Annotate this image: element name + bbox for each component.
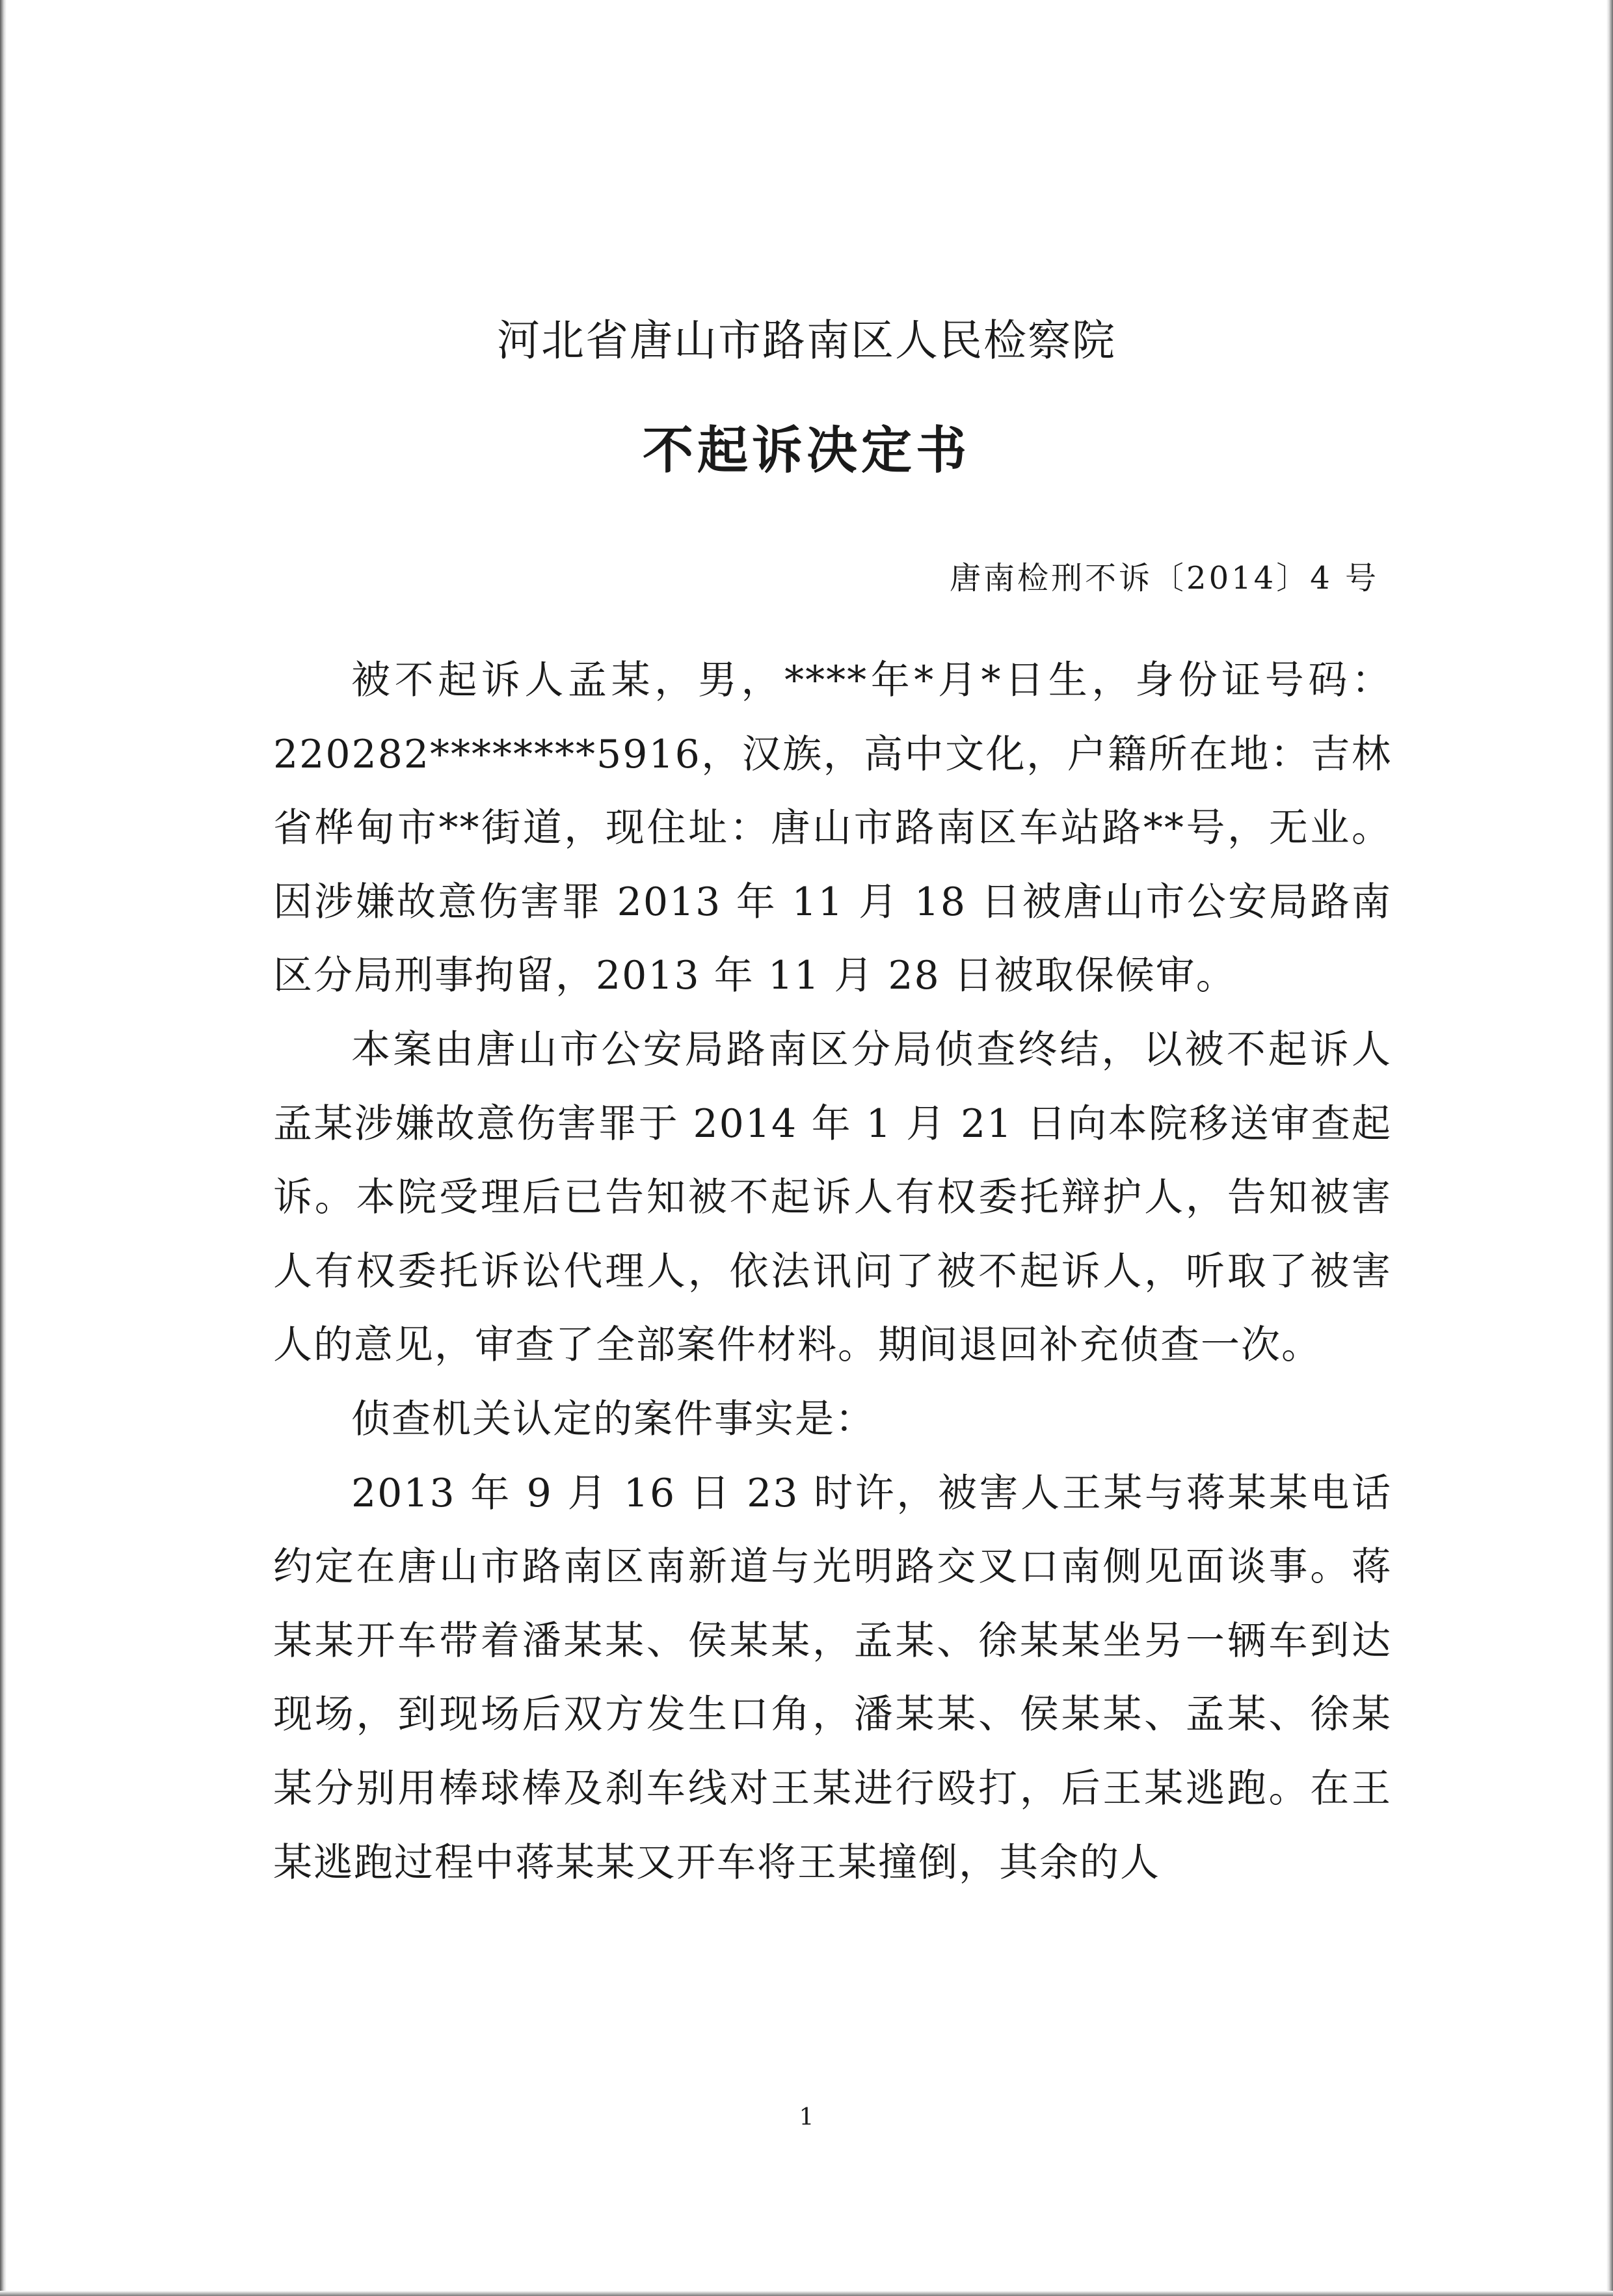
page-number: 1 [799,2104,814,2131]
institution-name: 河北省唐山市路南区人民检察院 [497,315,1116,366]
paragraph-facts: 2013 年 9 月 16 日 23 时许，被害人王某与蒋某某电话约定在唐山市路南区南新道与光明路交叉口南侧见面谈事。蒋某某开车带着潘某某、侯某某，孟某、徐某某坐另一辆车到达现场，到现场后双方发生口角，潘某某、侯某某、孟某、徐某某分别用棒球棒及刹车线对王某进行殴打，后王某逃跑。在王某逃跑过程中蒋某某又开车将王某撞倒，其余的人 [273,1470,1392,1886]
paragraph-facts-intro: 侦查机关认定的案件事实是： [351,1396,875,1442]
document-body [273,644,1392,1900]
document-title: 不起诉决定书 [642,421,970,480]
scan-edge-bottom [0,2291,1613,2296]
paragraph-defendant-info: 被不起诉人孟某，男，****年*月*日生，身份证号码：220282********5916，汉族，高中文化，户籍所在地：吉林省桦甸市**街道，现住址：唐山市路南区车站路**号，无业。因涉嫌故意伤害罪 2013 年 11 月 18 日被唐山市公安局路南区分局刑事拘留，2013 年 11 月 28 日被取保候审。 [273,658,1392,999]
document-number: 唐南检刑不诉〔2014〕4 号 [950,560,1379,596]
paragraph-case-procedure: 本案由唐山市公安局路南区分局侦查终结，以被不起诉人孟某涉嫌故意伤害罪于 2014 年 1 月 21 日向本院移送审查起诉。本院受理后已告知被不起诉人有权委托辩护人，告知被害人有权委托诉讼代理人，依法讯问了被不起诉人，听取了被害人的意见，审查了全部案件材料。期间退回补充侦查一次。 [273,1026,1392,1368]
